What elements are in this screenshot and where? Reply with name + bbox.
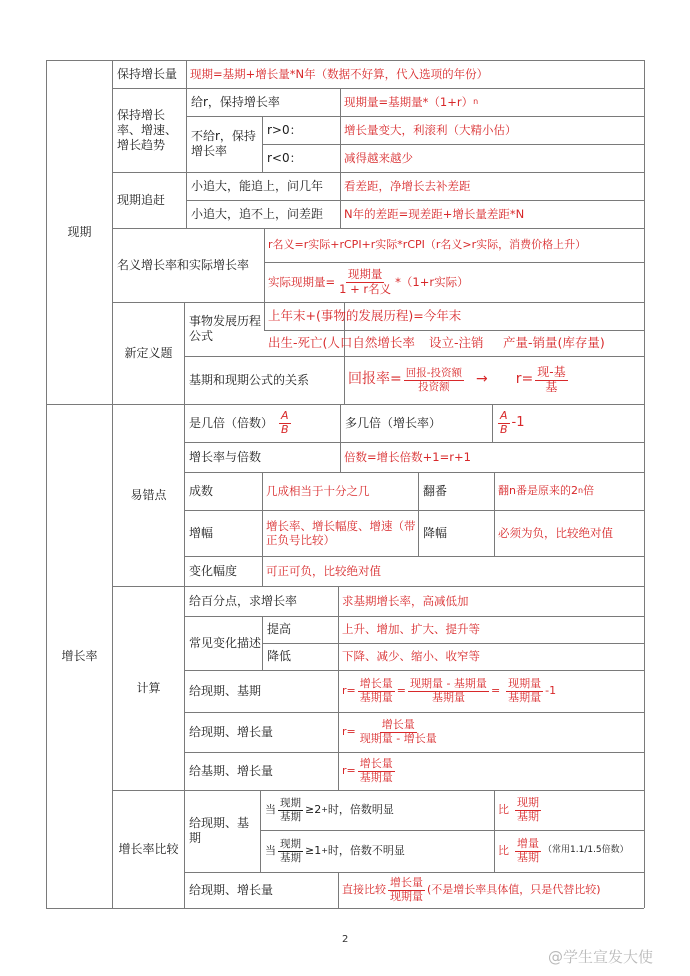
more-multiple-label: 多几倍（增长率） <box>345 415 442 430</box>
percent-desc: 几成相当于十分之几 <box>266 483 370 498</box>
percent-point-label: 给百分点，求增长率 <box>189 593 298 608</box>
change-desc: 可正可负，比较绝对值 <box>266 563 381 578</box>
compare-label: 增长率比较 <box>118 841 179 856</box>
increase-desc: 上升、增加、扩大、提升等 <box>342 622 480 637</box>
amplitude-desc: 增长率、增长幅度、增速（带正负号比较） <box>266 518 416 547</box>
compare-case-not-obvious: 当 $\frac{\text{现期}}{\text{基期}}$ ≥1 + 时，倍数不明显 <box>265 838 405 864</box>
section-growth-rate: 增长率 <box>61 648 98 663</box>
history-label: 事物发展历程公式 <box>189 314 262 343</box>
base-current-label: 基期和现期公式的关系 <box>189 372 310 387</box>
decrease-label: 降低 <box>267 649 292 663</box>
maintain-growth-formula: 现期=基期+增长量*N年（数据不好算，代入选项的年份） <box>190 66 489 81</box>
given-r-label: 给r，保持增长率 <box>191 94 280 109</box>
compare-case-obvious: 当 $\frac{\text{现期}}{\text{基期}}$ ≥2 + 时，倍数明显 <box>265 797 394 823</box>
maintain-growth-label: 保持增长量 <box>117 66 178 81</box>
base-growth-label: 给基期、增长量 <box>189 763 274 778</box>
percent-label: 成数 <box>189 483 214 498</box>
page-number: 2 <box>342 934 349 945</box>
current-base-formula: r= $\frac{\text{增长量}}{\text{基期量}}$ = $\frac{\text{现期量 - 基期量}}{\text{基期量}}$ = $\frac{\text{现期量}}{\text{基期量}}$ -1 <box>342 676 557 704</box>
nominal-real-formula2: 实际现期量= $\frac{\text{现期量}}{\text{1 + r名义}}$ *（1+r实际） <box>268 267 469 296</box>
return-rate-formula: 回报率= $\frac{\text{回报-投资额}}{\text{投资额}}$ → r= $\frac{\text{现-基}}{\text{基}}$ <box>348 364 566 394</box>
current-growth-formula: r= $\frac{\text{增长量}}{\text{现期量 - 增长量}}$ <box>342 717 437 745</box>
compare-current-growth-label: 给现期、增长量 <box>189 882 274 897</box>
history-item-1: 出生-死亡(人口自然增长率 <box>268 335 415 351</box>
nominal-real-label: 名义增长率和实际增长率 <box>117 257 250 272</box>
r-positive-label: r>0： <box>267 122 302 137</box>
r-negative-desc: 减得越来越少 <box>344 150 413 165</box>
calc-label: 计算 <box>136 680 161 695</box>
catch-up-cannot: 小追大，追不上，问差距 <box>191 206 324 221</box>
increase-label: 提高 <box>267 622 292 636</box>
double-label: 翻番 <box>423 483 448 498</box>
amplitude-label: 增幅 <box>189 525 214 540</box>
current-growth-label: 给现期、增长量 <box>189 724 274 739</box>
section-current: 现期 <box>67 224 92 239</box>
decline-desc: 必须为负，比较绝对值 <box>498 525 613 540</box>
history-formula: 上年末+(事物的发展历程)=今年末 <box>268 308 462 324</box>
catch-up-cannot-desc: N年的差距=现差距+增长量差距*N <box>344 206 525 221</box>
multiple-label: 是几倍（倍数） $\frac{A}{B}$ <box>189 408 289 436</box>
rate-multiple-formula: 倍数=增长倍数+1=r+1 <box>344 449 471 464</box>
rate-multiple-label: 增长率与倍数 <box>189 449 262 464</box>
decrease-desc: 下降、减少、缩小、收窄等 <box>342 649 480 664</box>
r-negative-label: r<0： <box>267 150 302 165</box>
watermark: @学生宣发大使 <box>548 948 654 966</box>
current-base-label: 给现期、基期 <box>189 683 262 698</box>
nominal-real-formula1: r名义=r实际+rCPI+r实际*rCPI（r名义>r实际，消费价格上升） <box>268 238 587 252</box>
common-change-label: 常见变化描述 <box>189 635 262 650</box>
decline-label: 降幅 <box>423 525 448 540</box>
new-def-label: 新定义题 <box>124 345 173 360</box>
catch-up-can: 小追大，能追上，问几年 <box>191 178 324 193</box>
error-points-label: 易错点 <box>130 487 167 502</box>
double-desc: 翻n番是原来的2 n 倍 <box>498 484 595 498</box>
catch-up-label: 现期追赶 <box>117 192 166 207</box>
no-r-label: 不给r，保持增长率 <box>191 129 256 158</box>
compare-current-base-label: 给现期、基期 <box>189 816 250 845</box>
r-positive-desc: 增长量变大，利滚利（大精小估） <box>344 122 517 137</box>
change-label: 变化幅度 <box>189 563 238 578</box>
base-growth-formula: r= $\frac{\text{增长量}}{\text{基期量}}$ <box>342 756 393 784</box>
compare-case-obvious-result: 比 $\frac{\text{现期}}{\text{基期}}$ <box>498 795 539 823</box>
maintain-rate-label: 保持增长率、增速、增长趋势 <box>117 107 178 152</box>
given-r-formula: 现期量=基期量*（1+r） n <box>344 94 479 109</box>
catch-up-can-desc: 看差距，净增长去补差距 <box>344 178 471 193</box>
compare-current-growth-formula: 直接比较 $\frac{\text{增长量}}{\text{现期量}}$ (不是增长率具体值，只是代替比较) <box>342 875 601 903</box>
percent-point-desc: 求基期增长率，高减低加 <box>342 593 469 608</box>
more-multiple-formula: $\frac{A}{B}$ -1 <box>500 408 525 436</box>
history-item-3: 产量-销量(库存量) <box>503 335 605 351</box>
history-item-2: 设立-注销 <box>429 335 484 351</box>
compare-case-not-obvious-result: 比 $\frac{\text{增量}}{\text{基期}}$ （常用1.1/1.5倍数） <box>498 836 629 864</box>
